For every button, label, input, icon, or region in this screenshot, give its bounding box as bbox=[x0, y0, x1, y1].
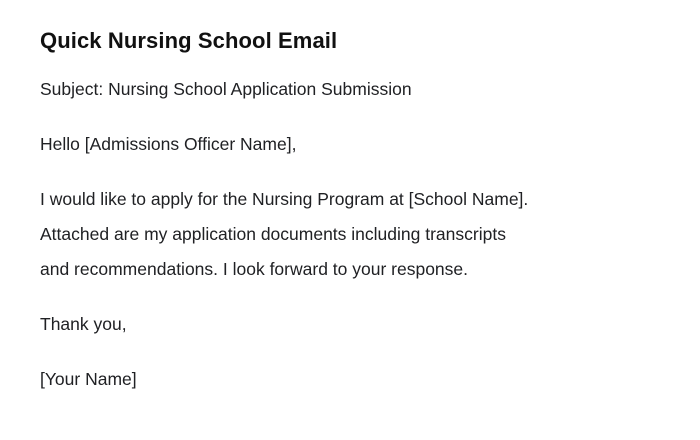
body-paragraph bbox=[40, 182, 660, 287]
body-line: I would like to apply for the Nursing Program at [School Name]. bbox=[40, 189, 529, 209]
signature-placeholder: [Your Name] bbox=[40, 369, 137, 389]
greeting-line: Hello [Admissions Officer Name], bbox=[40, 134, 297, 154]
body-line: Attached are my application documents including transcripts bbox=[40, 224, 506, 244]
body-line: and recommendations. I look forward to your response. bbox=[40, 259, 468, 279]
page-title: Quick Nursing School Email bbox=[40, 28, 338, 53]
subject-line: Subject: Nursing School Application Submission bbox=[40, 79, 412, 99]
closing-line: Thank you, bbox=[40, 314, 127, 334]
